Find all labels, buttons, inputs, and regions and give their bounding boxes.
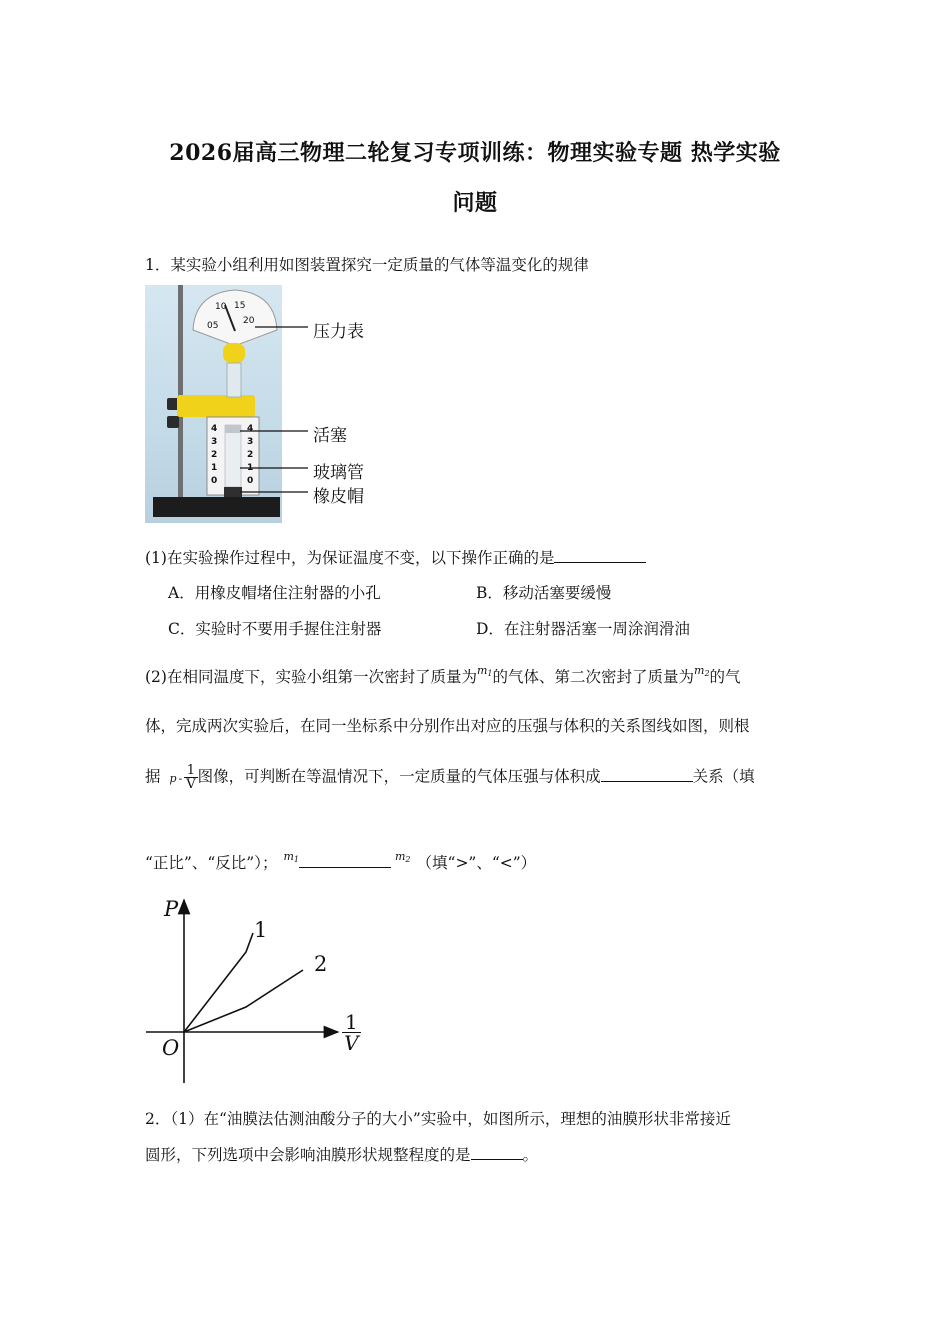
graph-line-2 — [184, 970, 303, 1032]
q1-option-b[interactable]: B．移动活塞要缓慢 — [476, 584, 612, 602]
title-line-2: 问题 — [452, 190, 498, 216]
gauge-tick-10: 10 — [215, 302, 227, 312]
q2-line2-text: 圆形，下列选项中会影响油膜形状规整程度的是 — [145, 1146, 471, 1164]
q2-line2 — [145, 1143, 538, 1165]
graph-line-1-label: 1 — [254, 918, 268, 942]
q1-part1-text: (1)在实验操作过程中，为保证温度不变，以下操作正确的是 — [145, 549, 555, 567]
graph-origin-label: O — [162, 1036, 180, 1060]
q1-part2-line3 — [145, 764, 755, 791]
q1-part2-text-a: (2)在相同温度下，实验小组第一次密封了质量为 — [145, 668, 477, 686]
scale-left-3: 3 — [211, 437, 218, 447]
label-glass-tube: 玻璃管 — [313, 463, 364, 483]
symbol-m1: m1 — [476, 664, 493, 678]
graph-x-label-num: 1 — [342, 1012, 361, 1033]
label-pressure-gauge: 压力表 — [313, 322, 364, 342]
label-rubber-cap: 橡皮帽 — [313, 487, 364, 507]
q1-part1 — [145, 546, 646, 568]
q1-part2-text-b: 的气体、第二次密封了质量为 — [492, 668, 695, 686]
q1-part2-line4 — [145, 850, 536, 873]
scale-right-3: 3 — [247, 437, 254, 447]
gauge-tick-05: 05 — [207, 321, 219, 331]
q2-line1: 2．（1）在“油膜法估测油酸分子的大小”实验中，如图所示，理想的油膜形状非常接近 — [145, 1110, 731, 1128]
syringe-scale-left — [211, 423, 217, 488]
symbol-m2: m2 — [694, 664, 710, 678]
q1-part2-compare-blank[interactable] — [299, 853, 391, 868]
graph-y-label: P — [164, 897, 179, 921]
apparatus-leader-lines — [240, 315, 315, 500]
q1-part2-line4-a: “正比”、“反比”）； — [145, 854, 278, 872]
scale-right-2: 2 — [247, 450, 254, 460]
graph-line-2-label: 2 — [314, 952, 328, 976]
title-line-1: 2026届高三物理二轮复习专项训练：物理实验专题 热学实验 — [169, 140, 781, 166]
symbol-p: p — [169, 771, 177, 785]
scale-left-1: 1 — [211, 463, 218, 473]
graph-x-label — [342, 1012, 361, 1053]
q1-part2-relation-blank[interactable] — [601, 767, 693, 782]
q1-stem: 1．某实验小组利用如图装置探究一定质量的气体等温变化的规律 — [145, 256, 589, 274]
q1-option-c[interactable]: C．实验时不要用手握住注射器 — [168, 620, 382, 638]
q1-part2-line3-b: 图像，可判断在等温情况下，一定质量的气体压强与体积成 — [197, 767, 601, 786]
q1-part2-line1 — [145, 664, 741, 687]
q1-option-d[interactable]: D．在注射器活塞一周涂润滑油 — [476, 620, 690, 638]
symbol-m1-compare: m1 — [283, 850, 299, 864]
q2-line2-end: 。 — [522, 1146, 539, 1164]
q1-option-a[interactable]: A．用橡皮帽堵住注射器的小孔 — [168, 584, 381, 602]
q1-part2-line4-b: （填“>”、“<”） — [416, 854, 537, 872]
graph-line-1 — [184, 933, 253, 1032]
scale-right-4: 4 — [247, 424, 254, 434]
scale-left-2: 2 — [211, 450, 218, 460]
gauge-tick-20: 20 — [243, 316, 255, 326]
symbol-dash: - — [178, 771, 183, 785]
symbol-m2-compare: m2 — [394, 850, 411, 864]
label-piston: 活塞 — [313, 426, 347, 446]
q1-part1-answer-blank[interactable] — [554, 548, 646, 563]
scale-right-0: 0 — [247, 476, 254, 486]
scale-left-4: 4 — [211, 424, 218, 434]
scale-left-0: 0 — [211, 476, 218, 486]
q1-part2-line2: 体，完成两次实验后，在同一坐标系中分别作出对应的压强与体积的关系图线如图，则根 — [145, 717, 750, 735]
fraction-1-over-v: $\frac{1}{V}$ — [186, 763, 196, 792]
scale-right-1: 1 — [247, 463, 254, 473]
q1-part2-text-c: 的气 — [709, 668, 741, 686]
q1-part2-line3-c: 关系（填 — [692, 767, 755, 786]
q1-part2-line3-a: 据 — [145, 767, 161, 786]
gauge-tick-15: 15 — [234, 301, 246, 311]
q2-answer-blank[interactable] — [471, 1145, 523, 1160]
graph-x-label-den: V — [344, 1031, 359, 1055]
